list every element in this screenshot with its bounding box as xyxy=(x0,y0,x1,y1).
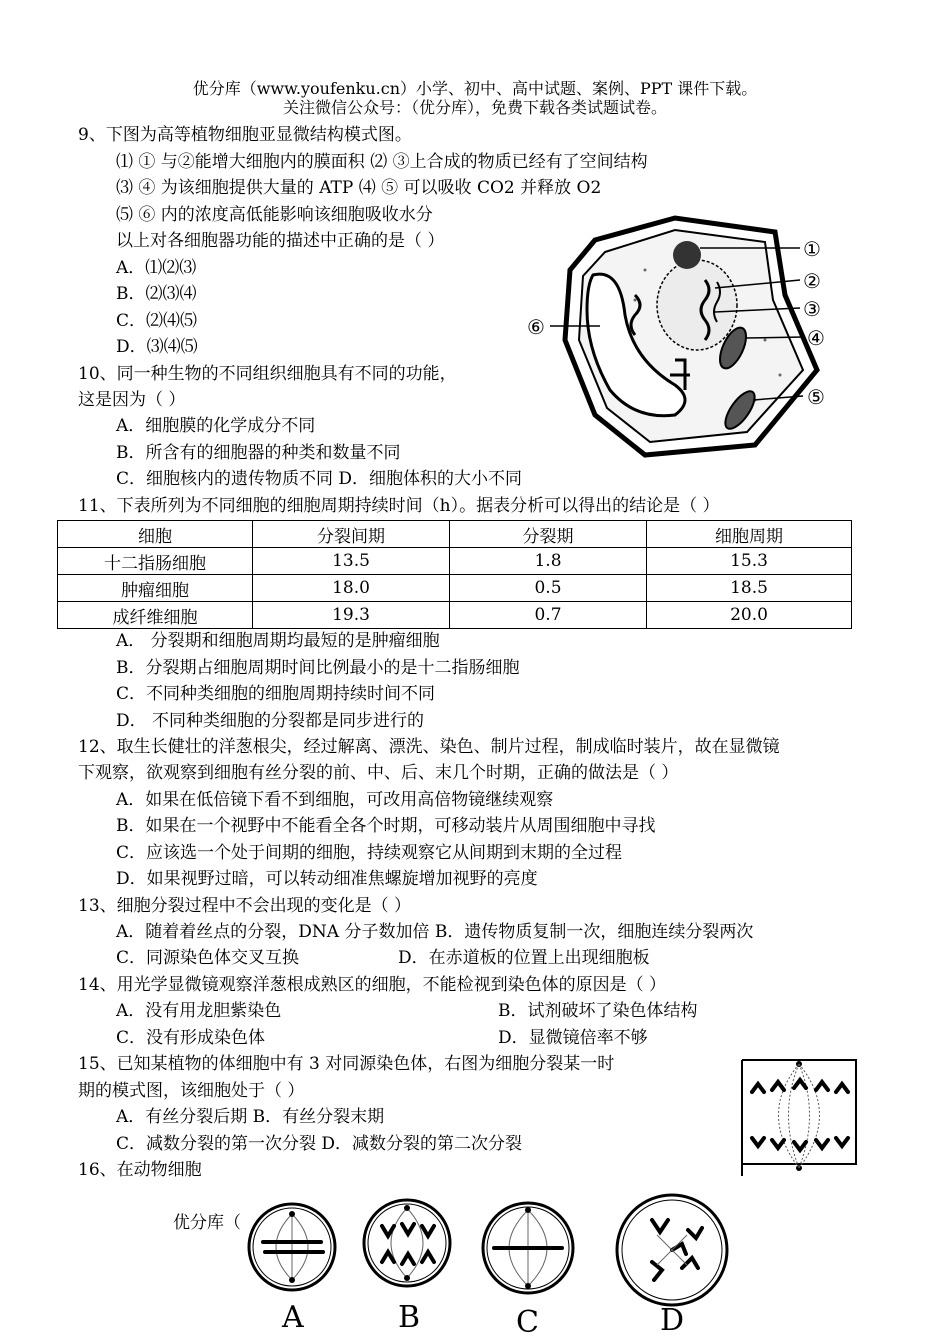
q11-stem: 11、下表所列为不同细胞的细胞周期持续时间（h）。据表分析可以得出的结论是（ ） xyxy=(78,496,720,516)
table-row xyxy=(58,602,852,629)
q11-option-b[interactable]: B．分裂期占细胞周期时间比例最小的是十二指肠细胞 xyxy=(116,658,520,678)
q12-stem-1: 12、取生长健壮的洋葱根尖，经过解离、漂洗、染色、制片过程，制成临时装片，故在显微镜 xyxy=(78,737,780,757)
q12-stem-2: 下观察，欲观察到细胞有丝分裂的前、中、后、末几个时期，正确的做法是（ ） xyxy=(78,763,679,783)
header-line-1: 优分库（www.youfenku.cn）小学、初中、高中试题、案例、PPT 课件下载。 xyxy=(192,79,758,98)
q13-option-c[interactable]: C．同源染色体交叉互换 xyxy=(116,948,300,968)
q14-option-b[interactable]: B．试剂破坏了染色体结构 xyxy=(498,1001,698,1021)
label-3: ③ xyxy=(803,297,821,321)
table-header: 分裂间期 xyxy=(253,521,450,548)
table-cell: 18.5 xyxy=(647,575,852,602)
q11-option-c[interactable]: C．不同种类细胞的细胞周期持续时间不同 xyxy=(116,684,436,704)
cell-figure-c xyxy=(478,1198,578,1298)
plant-cell-diagram xyxy=(525,200,845,465)
q12-option-a[interactable]: A．如果在低倍镜下看不到细胞，可改用高倍物镜继续观察 xyxy=(116,790,554,810)
table-cell: 肿瘤细胞 xyxy=(58,575,253,602)
q9-statement-2: ⑶ ④ 为该细胞提供大量的 ATP ⑷ ⑤ 可以吸收 CO2 并释放 O2 xyxy=(116,178,602,198)
q15-stem-1: 15、已知某植物的体细胞中有 3 对同源染色体，右图为细胞分裂某一时 xyxy=(78,1054,615,1074)
q15-option-ab[interactable]: A．有丝分裂后期 B．有丝分裂末期 xyxy=(116,1107,385,1127)
cell-figure-b xyxy=(360,1196,455,1291)
watermark-text: 优分库（ xyxy=(173,1213,241,1233)
q13-option-d[interactable]: D．在赤道板的位置上出现细胞板 xyxy=(398,948,650,968)
q14-option-c[interactable]: C．没有形成染色体 xyxy=(116,1028,266,1048)
q14-stem: 14、用光学显微镜观察洋葱根成熟区的细胞，不能检视到染色体的原因是（ ） xyxy=(78,975,667,995)
figure-label-a: A xyxy=(282,1300,304,1335)
q16-stem: 16、在动物细胞 xyxy=(78,1160,202,1180)
figure-label-d: D xyxy=(660,1303,685,1338)
q9-option-c[interactable]: C．⑵⑷⑸ xyxy=(116,311,198,331)
table-header: 细胞 xyxy=(58,521,253,548)
q9-option-a[interactable]: A．⑴⑵⑶ xyxy=(116,258,197,278)
q14-option-d[interactable]: D．显微镜倍率不够 xyxy=(498,1028,648,1048)
label-2: ② xyxy=(803,269,821,293)
q9-ask: 以上对各细胞器功能的描述中正确的是（ ） xyxy=(116,231,445,251)
table-cell: 15.3 xyxy=(647,548,852,575)
table-cell: 18.0 xyxy=(253,575,450,602)
label-4: ④ xyxy=(807,326,825,350)
q15-option-cd[interactable]: C．减数分裂的第一次分裂 D．减数分裂的第二次分裂 xyxy=(116,1134,523,1154)
cell-cycle-table xyxy=(57,520,852,629)
table-cell: 成纤维细胞 xyxy=(58,602,253,629)
table-cell: 20.0 xyxy=(647,602,852,629)
figure-label-c: C xyxy=(516,1305,539,1340)
table-cell: 1.8 xyxy=(450,548,647,575)
q10-option-b[interactable]: B．所含有的细胞器的种类和数量不同 xyxy=(116,443,401,463)
q11-option-a[interactable]: A． 分裂期和细胞周期均最短的是肿瘤细胞 xyxy=(116,631,440,651)
q10-option-cd[interactable]: C．细胞核内的遗传物质不同 D．细胞体积的大小不同 xyxy=(116,469,523,489)
cell-figure-a xyxy=(245,1200,340,1295)
q10-stem-1: 10、同一种生物的不同组织细胞具有不同的功能， xyxy=(78,364,457,384)
table-row xyxy=(58,575,852,602)
cell-division-figure xyxy=(738,1052,860,1178)
header-line-2: 关注微信公众号：（优分库），免费下载各类试题试卷。 xyxy=(282,98,667,117)
q10-option-a[interactable]: A．细胞膜的化学成分不同 xyxy=(116,416,316,436)
q13-stem: 13、细胞分裂过程中不会出现的变化是（ ） xyxy=(78,896,412,916)
q15-stem-2: 期的模式图，该细胞处于（ ） xyxy=(78,1081,305,1101)
table-cell: 13.5 xyxy=(253,548,450,575)
q12-option-b[interactable]: B．如果在一个视野中不能看全各个时期，可移动装片从周围细胞中寻找 xyxy=(116,816,656,836)
q9-stem: 9、下图为高等植物细胞亚显微结构模式图。 xyxy=(78,125,412,145)
table-header: 细胞周期 xyxy=(647,521,852,548)
q9-option-d[interactable]: D．⑶⑷⑸ xyxy=(116,337,198,357)
q12-option-c[interactable]: C．应该选一个处于间期的细胞，持续观察它从间期到末期的全过程 xyxy=(116,843,623,863)
q11-option-d[interactable]: D． 不同种类细胞的分裂都是同步进行的 xyxy=(116,711,425,731)
q12-option-d[interactable]: D．如果视野过暗，可以转动细准焦螺旋增加视野的亮度 xyxy=(116,869,538,889)
table-cell: 0.5 xyxy=(450,575,647,602)
table-cell: 十二指肠细胞 xyxy=(58,548,253,575)
label-1: ① xyxy=(803,237,821,261)
table-header: 分裂期 xyxy=(450,521,647,548)
q9-statement-1: ⑴ ① 与②能增大细胞内的膜面积 ⑵ ③上合成的物质已经有了空间结构 xyxy=(116,152,648,172)
q9-option-b[interactable]: B．⑵⑶⑷ xyxy=(116,284,197,304)
table-row xyxy=(58,548,852,575)
table-cell: 0.7 xyxy=(450,602,647,629)
table-cell: 19.3 xyxy=(253,602,450,629)
label-6: ⑥ xyxy=(527,315,545,339)
q14-option-a[interactable]: A．没有用龙胆紫染色 xyxy=(116,1001,282,1021)
table-header-row xyxy=(58,521,852,548)
figure-label-b: B xyxy=(398,1300,421,1335)
q13-option-ab[interactable]: A．随着着丝点的分裂，DNA 分子数加倍 B．遗传物质复制一次，细胞连续分裂两次 xyxy=(116,922,754,942)
q10-stem-2: 这是因为（ ） xyxy=(78,390,186,410)
label-5: ⑤ xyxy=(807,385,825,409)
cell-figure-d xyxy=(612,1190,732,1310)
q9-statement-3: ⑸ ⑥ 内的浓度高低能影响该细胞吸收水分 xyxy=(116,205,433,225)
